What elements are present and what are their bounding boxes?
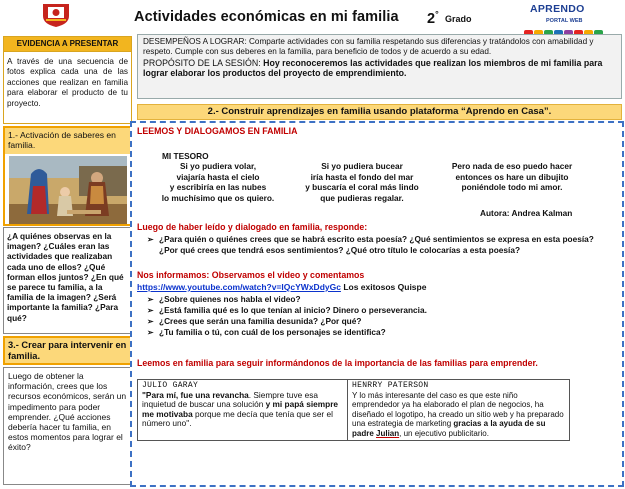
grade-label: Grado <box>445 14 472 24</box>
persons-table <box>137 379 570 441</box>
brand-subtitle: PORTAL WEB <box>546 18 583 24</box>
video-section-title: Nos informamos: Observamos el video y comentamos <box>137 270 365 280</box>
list-item: ➢ ¿Crees que serán una familia desunida? ¿Por qué? <box>137 316 615 327</box>
grade-number: 2° <box>427 9 439 27</box>
table-row <box>138 380 570 441</box>
poem-author: Autora: Andrea Kalman <box>480 208 573 218</box>
person-quote: "Para mí, fue una revancha. Siempre tuve esa inquietud de buscar una solución y mi papá siempre me motivaba porque me decía que tenía que ser el número uno". <box>142 389 339 429</box>
crear-title: 3.- Crear para intervenir en familia. <box>3 336 132 365</box>
list-item: ➢ ¿Para quién o quiénes crees que se habrá escrito esta poesía? ¿Qué sentimientos se expresa en esta poesía? ¿Por qué crees que tendrá esos sentimientos? ¿Qué otro título le colocarías a esta poesía? <box>137 234 615 256</box>
evidence-text: A través de una secuencia de fotos explica cada una de las acciones que realizan en familia para elaborar el producto de tu proyecto. <box>7 57 128 108</box>
leemos-title: Leemos en familia para seguir informándonos de la importancia de las familias para emprender. <box>137 358 538 368</box>
list-item: ➢ ¿Está familia qué es lo que tenían al inicio? Dinero o perseverancia. <box>137 305 615 316</box>
poem-section-title: LEEMOS Y DIALOGAMOS EN FAMILIA <box>137 126 298 136</box>
person-cell-henrry <box>348 380 570 441</box>
activation-panel <box>3 126 132 226</box>
page-title: Actividades económicas en mi familia <box>134 9 399 25</box>
evidence-header: EVIDENCIA A PRESENTAR <box>4 37 131 52</box>
poem-title: MI TESORO <box>162 151 209 161</box>
brand-title: APRENDO <box>530 3 585 15</box>
activation-title: 1.- Activación de saberes en familia. <box>5 128 130 154</box>
luego-title: Luego de haber leído y dialogado en familia, responde: <box>137 222 368 232</box>
final-questions: Luego de obtener la información, crees que los recursos económicos, serán un impedimento para poder emprender. ¿Qué acciones debería hacer tu familia, en estos momentos para lograr el éxito? <box>3 367 132 485</box>
holy-family-painting <box>9 156 127 224</box>
person-text: Y lo más interesante del caso es que este niño emprendedor ya ha elaborado el plan de negocios, ha diseñado el logotipo, ha creado un sitio web y ha preparado una estrategia de marketing gracias a la ayuda de su padre Julian, un ejecutivo publicitario. <box>352 390 564 438</box>
questions-panel <box>3 227 132 334</box>
brand-color-icons <box>524 24 616 32</box>
video-link-suffix: Los exitosos Quispe <box>340 282 427 292</box>
video-question-list <box>137 294 615 338</box>
person-name: HENRRY PATERSON <box>352 381 429 390</box>
list-item: ➢ ¿Sobre quienes nos habla el video? <box>137 294 615 305</box>
desempenos-panel <box>137 34 622 99</box>
person-cell-julio <box>138 380 348 441</box>
poem-stanza-1: Si yo pudiera volar, viajaría hasta el cielo y escribiría en las nubes lo muchísimo que os quiero. <box>161 161 275 203</box>
evidence-panel <box>3 36 132 124</box>
questions-text: ¿A quiénes observas en la imagen? ¿Cuáles eran las actividades que realizaban cada uno de ellos? ¿Qué forman ellos juntos? ¿En qué se parece tu familia, a la familia de la imagen? ¿Será importante la familia? ¿Para qué? <box>7 231 124 323</box>
video-link[interactable]: https://www.youtube.com/watch?v=lQcYWxDdyGc <box>137 282 341 292</box>
construir-banner: 2.- Construir aprendizajes en familia usando plataforma “Aprendo en Casa”. <box>137 104 622 120</box>
poem-stanza-3: Pero nada de eso puedo hacer entonces os hare un dibujito poniéndole todo mi amor. <box>451 161 573 193</box>
list-item: ➢ ¿Tu familia o tú, con cuál de los personajes se identifica? <box>137 327 615 338</box>
video-link-line <box>137 282 426 292</box>
aprendo-en-casa-logo <box>518 3 618 33</box>
school-shield-logo-icon <box>40 2 72 28</box>
proposito-text: PROPÓSITO DE LA SESIÓN: Hoy reconoceremos las actividades que realizan los miembros de mi familia para lograr elaborar los productos del proyecto de emprendimiento. <box>143 57 603 79</box>
person-name: JULIO GARAY <box>142 381 199 390</box>
poem-stanza-2: Si yo pudiera bucear iría hasta el fondo del mar y buscaría el coral más lindo que pudieras regalar. <box>305 161 419 203</box>
luego-question-list <box>137 234 615 256</box>
desempenos-text: DESEMPEÑOS A LOGRAR: Comparte actividades con su familia respetando sus diferencias y tratándolos con amabilidad y respeto. Cumple con sus deberes en la familia, para beneficio de todos y de acuerdo a su edad. <box>143 37 594 57</box>
